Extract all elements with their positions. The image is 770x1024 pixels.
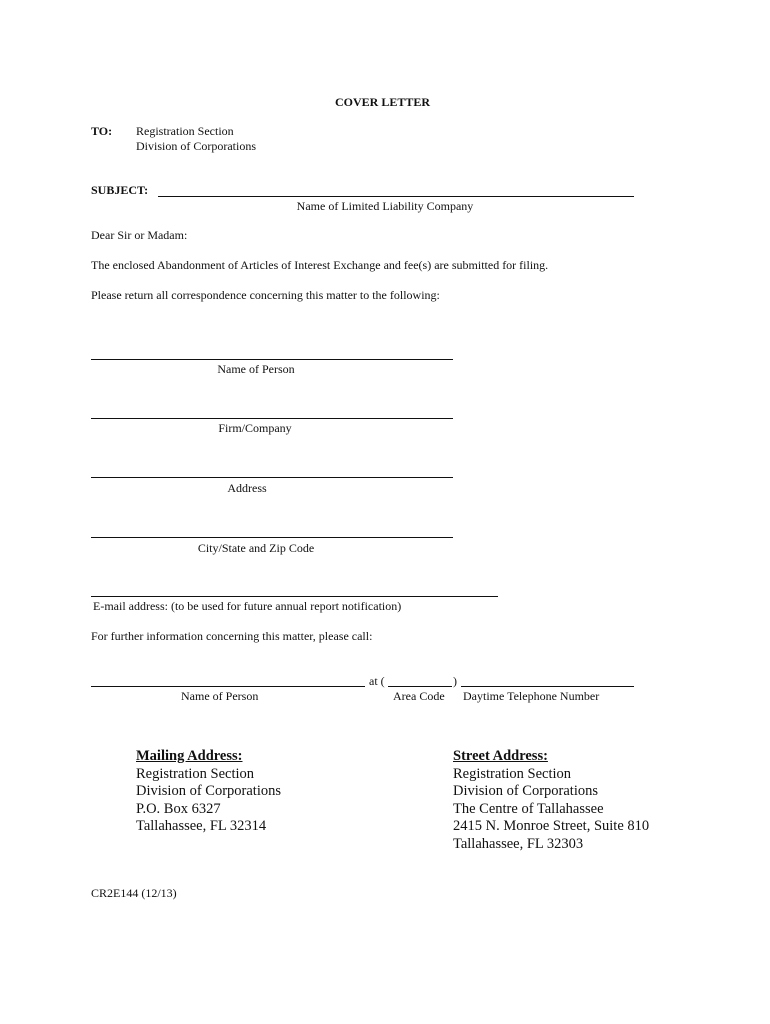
- mailing-address-title: Mailing Address:: [136, 748, 243, 764]
- at-text: at (: [369, 674, 385, 688]
- street-address-line-3: The Centre of Tallahassee: [453, 800, 604, 817]
- email-caption: E-mail address: (to be used for future annual report notification): [93, 599, 402, 613]
- to-label: TO:: [91, 124, 113, 138]
- area-code-caption: Area Code: [393, 689, 445, 703]
- city-state-zip-line[interactable]: [91, 537, 453, 538]
- mailing-address-line-2: Division of Corporations: [136, 783, 281, 799]
- contact-name-line[interactable]: [91, 686, 365, 687]
- name-of-person-caption: Name of Person: [217, 362, 295, 376]
- mailing-address-line-4: Tallahassee, FL 32314: [136, 818, 267, 834]
- subject-label: SUBJECT:: [91, 183, 149, 197]
- page-title: COVER LETTER: [335, 95, 431, 109]
- city-state-zip-caption: City/State and Zip Code: [197, 541, 315, 555]
- street-address-line-4: 2415 N. Monroe Street, Suite 810: [453, 818, 650, 834]
- to-line-2: Division of Corporations: [136, 139, 256, 153]
- to-line-1: Registration Section: [136, 124, 234, 138]
- paragraph-submission: The enclosed Abandonment of Articles of Interest Exchange and fee(s) are submitted for filing.: [91, 258, 549, 272]
- area-code-line[interactable]: [388, 686, 452, 687]
- mailing-address-block: [136, 748, 281, 836]
- paren-close: ): [453, 674, 457, 688]
- subject-caption: Name of Limited Liability Company: [296, 199, 474, 213]
- email-line[interactable]: [91, 596, 498, 597]
- mailing-address-line-3: P.O. Box 6327: [136, 800, 221, 817]
- address-caption: Address: [227, 481, 267, 495]
- street-address-title: Street Address:: [453, 748, 548, 764]
- street-address-line-1: Registration Section: [453, 765, 571, 782]
- street-address-block: [453, 748, 649, 853]
- mailing-address-line-1: Registration Section: [136, 765, 254, 782]
- firm-company-caption: Firm/Company: [218, 421, 292, 435]
- telephone-number-line[interactable]: [461, 686, 634, 687]
- form-code: CR2E144 (12/13): [91, 886, 177, 900]
- name-of-person-line[interactable]: [91, 359, 453, 360]
- contact-name-caption: Name of Person: [181, 689, 259, 703]
- street-address-line-2: Division of Corporations: [453, 783, 598, 799]
- daytime-telephone-caption: Daytime Telephone Number: [463, 689, 600, 703]
- salutation: Dear Sir or Madam:: [91, 228, 188, 242]
- further-info-text: For further information concerning this matter, please call:: [91, 629, 373, 643]
- address-line[interactable]: [91, 477, 453, 478]
- firm-company-line[interactable]: [91, 418, 453, 419]
- subject-input-line[interactable]: [158, 196, 634, 197]
- paragraph-return: Please return all correspondence concerning this matter to the following:: [91, 288, 440, 302]
- street-address-line-5: Tallahassee, FL 32303: [453, 835, 584, 852]
